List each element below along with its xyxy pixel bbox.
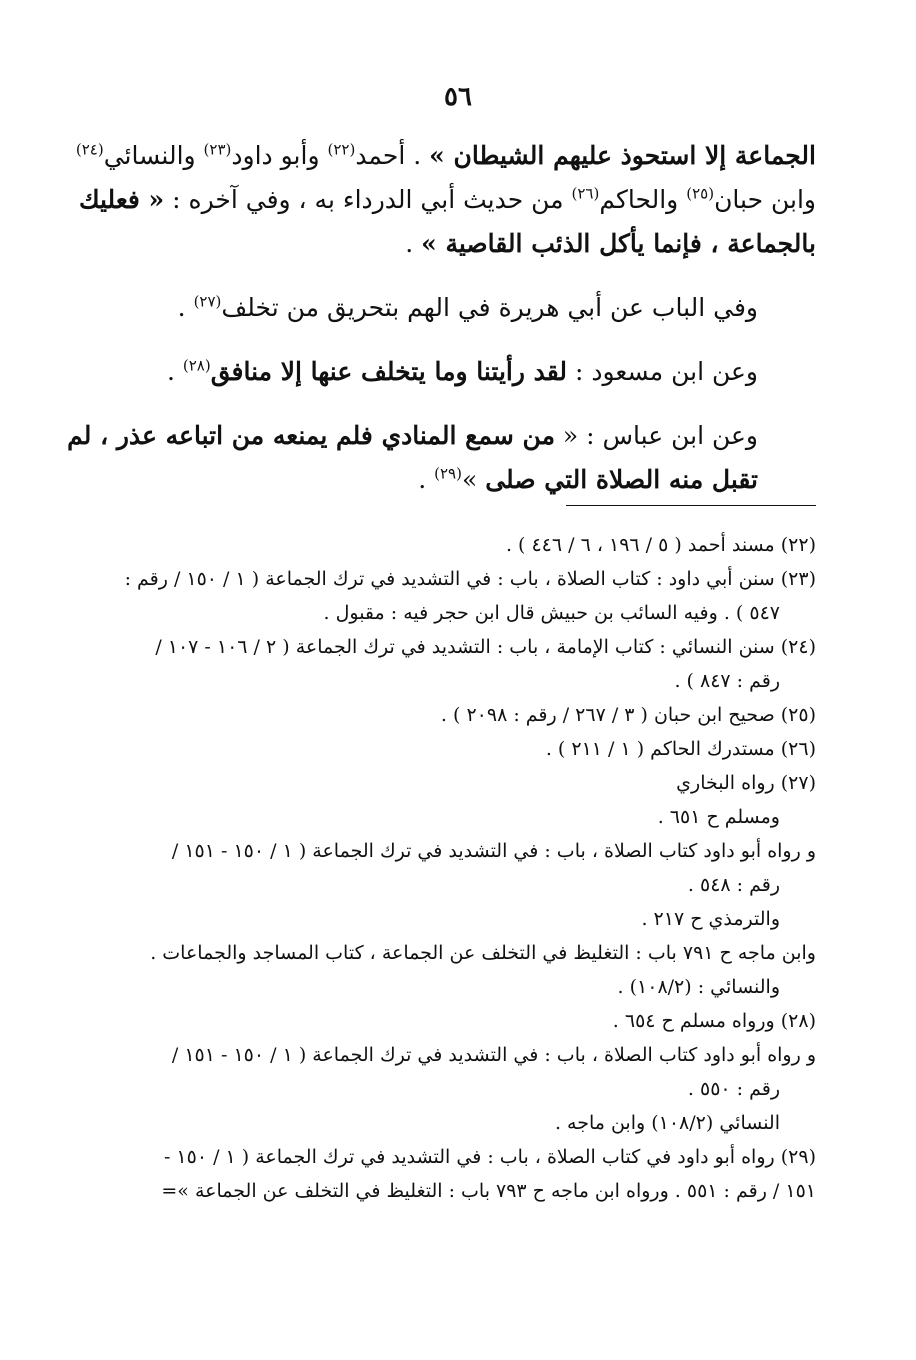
footnote-ref-25[interactable]: (٢٥)	[686, 184, 715, 203]
footnote-ref-28[interactable]: (٢٨)	[182, 356, 211, 375]
footnote-28-line: النسائي (١٠٨/٢) وابن ماجه .	[554, 1112, 780, 1134]
text: وعن ابن مسعود :	[567, 357, 758, 386]
footnotes	[50, 528, 816, 1208]
page-number: ٥٦	[444, 82, 472, 112]
text: والنسائي	[103, 141, 204, 170]
text: وابن حبان	[714, 185, 816, 214]
text: والحاكم	[599, 185, 687, 214]
footnote-28: (٢٨) ورواه مسلم ح ٦٥٤ .	[612, 1010, 816, 1032]
main-text	[50, 134, 816, 502]
paragraph-3	[50, 350, 816, 394]
footnote-ref-29[interactable]: (٢٩)	[434, 464, 462, 483]
footnote-29-continued: ١٥١ / رقم : ٥٥١ . ورواه ابن ماجه ح ٧٩٣ باب : التغليظ في التخلف عن الجماعة »=	[161, 1180, 816, 1202]
text: وأبو داود	[231, 141, 328, 170]
text: من حديث أبي الدرداء به ، وفي آخره :	[164, 185, 572, 214]
footnote-27-line: و رواه أبو داود كتاب الصلاة ، باب : في التشديد في ترك الجماعة ( ١ / ١٥٠ - ١٥١ /	[171, 840, 816, 862]
footnote-ref-27[interactable]: (٢٧)	[193, 292, 222, 311]
footnote-ref-22[interactable]: (٢٢)	[327, 140, 356, 159]
footnote-27-line: والنسائي : (١٠٨/٢) .	[617, 976, 780, 998]
text: .	[166, 357, 183, 386]
footnote-28-line: رقم : ٥٥٠ .	[687, 1078, 780, 1100]
paragraph-1	[50, 134, 816, 266]
footnote-22: (٢٢) مسند أحمد ( ٥ / ١٩٦ ، ٦ / ٤٤٦ ) .	[505, 534, 816, 556]
footnote-24-continued: رقم : ٨٤٧ ) .	[674, 670, 780, 692]
footnote-27-line: والترمذي ح ٢١٧ .	[641, 908, 780, 930]
quote-text: من سمع المنادي فلم يمنعه من اتباعه عذر ، لم تقبل منه الصلاة التي صلى	[67, 421, 758, 494]
text: وفي الباب عن أبي هريرة في الهم بتحريق من تخلف	[221, 293, 758, 322]
footnote-ref-24[interactable]: (٢٤)	[75, 140, 104, 159]
paragraph-4	[50, 414, 816, 502]
text: .	[177, 293, 194, 322]
quote-text: الجماعة إلا استحوذ عليهم الشيطان »	[429, 141, 816, 170]
footnote-ref-23[interactable]: (٢٣)	[203, 140, 232, 159]
text: »	[461, 465, 486, 494]
paragraph-2	[50, 286, 816, 330]
footnote-28-line: و رواه أبو داود كتاب الصلاة ، باب : في التشديد في ترك الجماعة ( ١ / ١٥٠ - ١٥١ /	[171, 1044, 816, 1066]
text: وعن ابن عباس : «	[554, 421, 758, 450]
footnote-25: (٢٥) صحيح ابن حبان ( ٣ / ٢٦٧ / رقم : ٢٠٩٨ ) .	[440, 704, 816, 726]
footnote-ref-26[interactable]: (٢٦)	[571, 184, 600, 203]
footnote-23: (٢٣) سنن أبي داود : كتاب الصلاة ، باب : في التشديد في ترك الجماعة ( ١ / ١٥٠ / رقم :	[124, 568, 816, 590]
text: .	[405, 229, 422, 258]
quote-text: لقد رأيتنا وما يتخلف عنها إلا منافق	[210, 357, 568, 386]
footnote-separator	[566, 505, 816, 506]
footnote-26: (٢٦) مستدرك الحاكم ( ١ / ٢١١ ) .	[545, 738, 816, 760]
footnote-23-continued: ٥٤٧ ) . وفيه السائب بن حبيش قال ابن حجر فيه : مقبول .	[323, 602, 780, 624]
text: .	[418, 465, 435, 494]
footnote-27-line: ومسلم ح ٦٥١ .	[657, 806, 780, 828]
footnote-27: (٢٧) رواه البخاري	[676, 772, 816, 794]
quote-text: « فعليك بالجماعة ، فإنما يأكل الذئب القاصية »	[78, 185, 816, 258]
footnote-24: (٢٤) سنن النسائي : كتاب الإمامة ، باب : التشديد في ترك الجماعة ( ٢ / ١٠٦ - ١٠٧ /	[155, 636, 816, 658]
footnote-27-line: رقم : ٥٤٨ .	[687, 874, 780, 896]
footnote-27-line: وابن ماجه ح ٧٩١ باب : التغليظ في التخلف عن الجماعة ، كتاب المساجد والجماعات .	[150, 942, 816, 964]
text: . أحمد	[355, 141, 430, 170]
footnote-29: (٢٩) رواه أبو داود في كتاب الصلاة ، باب : في التشديد في ترك الجماعة ( ١ / ١٥٠ -	[163, 1146, 816, 1168]
